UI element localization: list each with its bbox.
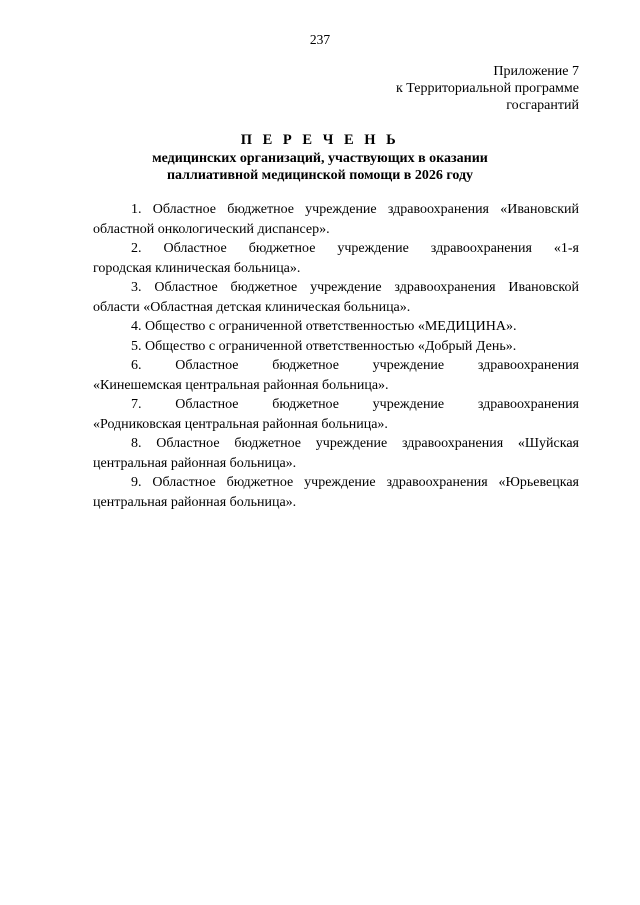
document-subtitle	[0, 150, 640, 184]
list-item-line-1: 5. Общество с ограниченной ответственностью «Добрый День».	[131, 338, 517, 354]
organization-list	[93, 200, 579, 512]
list-item	[93, 337, 579, 357]
appendix-header	[279, 63, 579, 114]
list-item	[93, 239, 579, 278]
page-number: 237	[309, 32, 331, 47]
list-item-line-2: «Кинешемская центральная районная больница».	[93, 377, 389, 393]
appendix-line-1: Приложение 7	[493, 64, 579, 79]
list-item	[93, 278, 579, 317]
list-item-line-2: центральная районная больница».	[93, 494, 297, 510]
list-item-line-2: областной онкологический диспансер».	[93, 221, 330, 237]
list-item-line-1: 6. Областное бюджетное учреждение здравоохранения	[131, 358, 579, 373]
list-item-line-2: центральная районная больница».	[93, 455, 297, 471]
list-item-line-2: городская клиническая больница».	[93, 260, 301, 276]
list-item-line-1: 4. Общество с ограниченной ответственностью «МЕДИЦИНА».	[131, 319, 517, 334]
list-item	[93, 356, 579, 395]
document-title: П Е Р Е Ч Е Н Ь	[240, 132, 400, 148]
appendix-line-2: к Территориальной программе	[395, 81, 579, 96]
list-item-line-1: 7. Областное бюджетное учреждение здравоохранения	[131, 397, 579, 412]
list-item	[93, 200, 579, 239]
list-item	[93, 434, 579, 473]
list-item-line-2: области «Областная детская клиническая больница».	[93, 299, 411, 315]
list-item-line-1: 8. Областное бюджетное учреждение здравоохранения «Шуйская	[131, 436, 579, 451]
list-item	[93, 317, 579, 337]
list-item	[93, 473, 579, 512]
list-item-line-1: 3. Областное бюджетное учреждение здравоохранения Ивановской	[131, 280, 579, 295]
title-block	[0, 131, 640, 184]
list-item-line-1: 1. Областное бюджетное учреждение здравоохранения «Ивановский	[131, 202, 579, 217]
subtitle-line-2: паллиативной медицинской помощи в 2026 году	[166, 168, 474, 183]
list-item	[93, 395, 579, 434]
list-item-line-1: 2. Областное бюджетное учреждение здравоохранения «1-я	[131, 241, 579, 256]
subtitle-line-1: медицинских организаций, участвующих в оказании	[152, 151, 488, 166]
list-item-line-1: 9. Областное бюджетное учреждение здравоохранения «Юрьевецкая	[131, 475, 579, 490]
list-item-line-2: «Родниковская центральная районная больница».	[93, 416, 388, 432]
appendix-line-3: госгарантий	[506, 98, 579, 113]
